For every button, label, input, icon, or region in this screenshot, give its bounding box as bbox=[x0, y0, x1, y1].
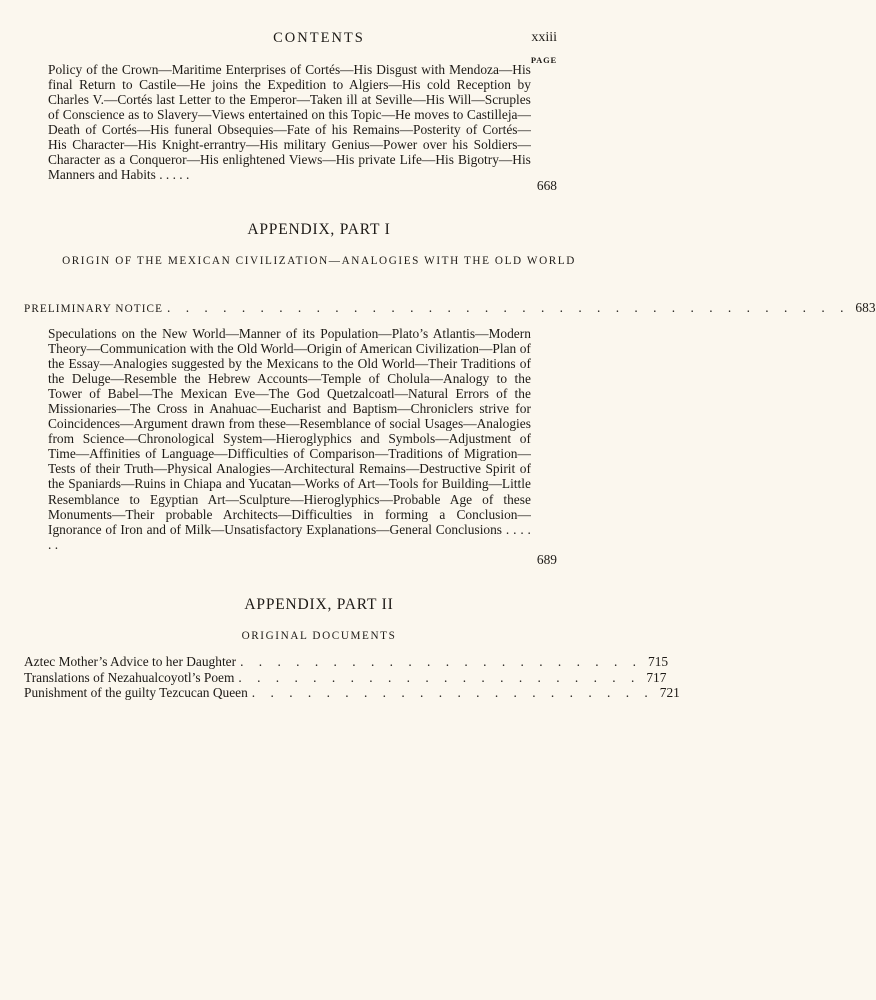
preliminary-notice-label: PRELIMINARY NOTICE bbox=[24, 303, 164, 315]
page-folio: xxiii bbox=[531, 30, 557, 45]
appendix-1-summary-text: Speculations on the New World—Manner of its Population—Plato’s Atlantis—Modern Theory—Communication with the Old World—Origin of American Civilization—Plan of the Essay—Analogies suggested by the Mexicans to the Old World—Their Traditions of the Deluge—Resemble the Hebrew Accounts—Temple of Cholula—Analogy to the Tower of Babel—The Mexican Eve—The God Quetzalcoatl—Natural Errors of the Missionaries—The Cross in Anahuac—Eucharist and Baptism—Chroniclers strive for Coincidences—Argument drawn from these—Resemblance of social Usages—Analogies from Science—Chronological System—Hieroglyphics and Symbols—Adjustment of Time—Affinities of Language—Difficulties of Comparison—Traditions of Migration—Tests of their Truth—Physical Analogies—Architectural Remains—Destructive Spirit of the Spaniards—Ruins in Chiapa and Yucatan—Works of Art—Tools for Building—Little Resemblance to Egyptian Art—Sculpture—Hieroglyphics—Probable Age of these Monuments—Their probable Architects—Difficulties in forming a Conclusion—Ignorance of Iron and of Milk—Unsatisfactory Explanations—General Conclusions . . . . . . bbox=[48, 326, 531, 552]
appendix-1-subtitle: ORIGIN OF THE MEXICAN CIVILIZATION—ANALOGIES WITH THE OLD WORLD bbox=[62, 255, 576, 267]
dot-leader: . . . . . . . . . . . . . . . . . . . . . . bbox=[251, 685, 654, 700]
appendix-2-subtitle: ORIGINAL DOCUMENTS bbox=[241, 630, 397, 642]
running-title: CONTENTS bbox=[273, 30, 365, 46]
chapter-summary-text: Policy of the Crown—Maritime Enterprises of Cortés—His Disgust with Mendoza—His final Return to Castile—He joins the Expedition to Algiers—His cold Reception by Charles V.—Cortés last Letter to the Emperor—Taken ill at Seville—His Will—Scruples of Conscience as to Slavery—Views entertained on this Topic—He moves to Castilleja—Death of Cortés—His funeral Obsequies—Fate of his Remains—Posterity of Cortés—His Character—His Knight-errantry—His military Genius—Power over his Soldiers—Character as a Conqueror—His enlightened Views—His private Life—His Bigotry—His Manners and Habits . . . . . bbox=[48, 62, 531, 183]
preliminary-notice-entry[interactable] bbox=[24, 300, 876, 316]
page-column-label: PAGE bbox=[530, 55, 557, 65]
appendix-1-heading: APPENDIX, PART I bbox=[247, 221, 391, 238]
toc-entry-page: 715 bbox=[648, 654, 669, 669]
toc-entry-label: Aztec Mother’s Advice to her Daughter bbox=[24, 654, 237, 669]
toc-entry-nezahualcoyotl-poem[interactable] bbox=[24, 670, 667, 686]
toc-entry-label: Translations of Nezahualcoyotl’s Poem bbox=[24, 670, 235, 685]
chapter-summary-page: 668 bbox=[536, 178, 557, 193]
toc-entry-page: 721 bbox=[659, 685, 680, 700]
dot-leader: . . . . . . . . . . . . . . . . . . . . . . . . . . . . . . . . . . . . . bbox=[167, 300, 850, 315]
appendix-2-heading: APPENDIX, PART II bbox=[244, 596, 394, 613]
toc-entry-aztec-mothers-advice[interactable] bbox=[24, 654, 669, 670]
chapter-summary bbox=[48, 62, 557, 193]
toc-entry-label: Punishment of the guilty Tezcucan Queen bbox=[24, 685, 248, 700]
preliminary-notice-page: 683 bbox=[855, 300, 876, 315]
appendix-1-summary bbox=[48, 326, 557, 567]
dot-leader: . . . . . . . . . . . . . . . . . . . . . . bbox=[238, 670, 641, 685]
dot-leader: . . . . . . . . . . . . . . . . . . . . . . bbox=[240, 654, 643, 669]
toc-entry-page: 717 bbox=[646, 670, 667, 685]
appendix-1-summary-page: 689 bbox=[536, 552, 557, 567]
toc-entry-tezcucan-queen[interactable] bbox=[24, 685, 680, 701]
